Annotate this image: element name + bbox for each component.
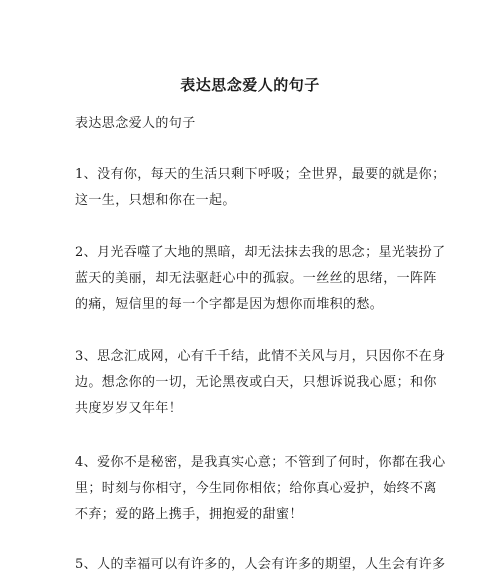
paragraph-line: 边。想念你的一切，无论黑夜或白天，只想诉说我心愿；和你 — [75, 375, 437, 390]
paragraph-line: 不弃；爱的路上携手，拥抱爱的甜蜜！ — [75, 507, 303, 522]
paragraph-line: 5、人的幸福可以有许多的，人会有许多的期望，人生会有许多 — [75, 557, 446, 572]
paragraph-3 — [75, 344, 446, 422]
paragraph-line: 2、月光吞噬了大地的黑暗，却无法抹去我的思念；星光装扮了 — [75, 245, 446, 260]
paragraph-line: 里；时刻与你相守，今生同你相依；给你真心爱护，始终不离 — [75, 481, 437, 496]
paragraph-1 — [75, 162, 446, 214]
paragraph-line: 共度岁岁又年年！ — [75, 401, 183, 416]
paragraph-5 — [75, 552, 446, 578]
paragraph-2 — [75, 240, 446, 318]
paragraph-line: 的痛，短信里的每一个字都是因为想你而堆积的愁。 — [75, 297, 384, 312]
paragraph-line: 蓝天的美丽，却无法驱赶心中的孤寂。一丝丝的思绪，一阵阵 — [75, 271, 437, 286]
paragraph-line: 这一生，只想和你在一起。 — [75, 193, 236, 208]
paragraph-line: 1、没有你，每天的生活只剩下呼吸；全世界，最要的就是你； — [75, 167, 446, 182]
paragraph-line: 4、爱你不是秘密，是我真实心意；不管到了何时，你都在我心 — [75, 455, 446, 470]
document-subtitle: 表达思念爱人的句子 — [75, 116, 196, 131]
document-title: 表达思念爱人的句子 — [180, 76, 320, 94]
paragraph-4 — [75, 450, 446, 528]
paragraph-line: 3、思念汇成网，心有千千结，此情不关风与月，只因你不在身 — [75, 349, 446, 364]
